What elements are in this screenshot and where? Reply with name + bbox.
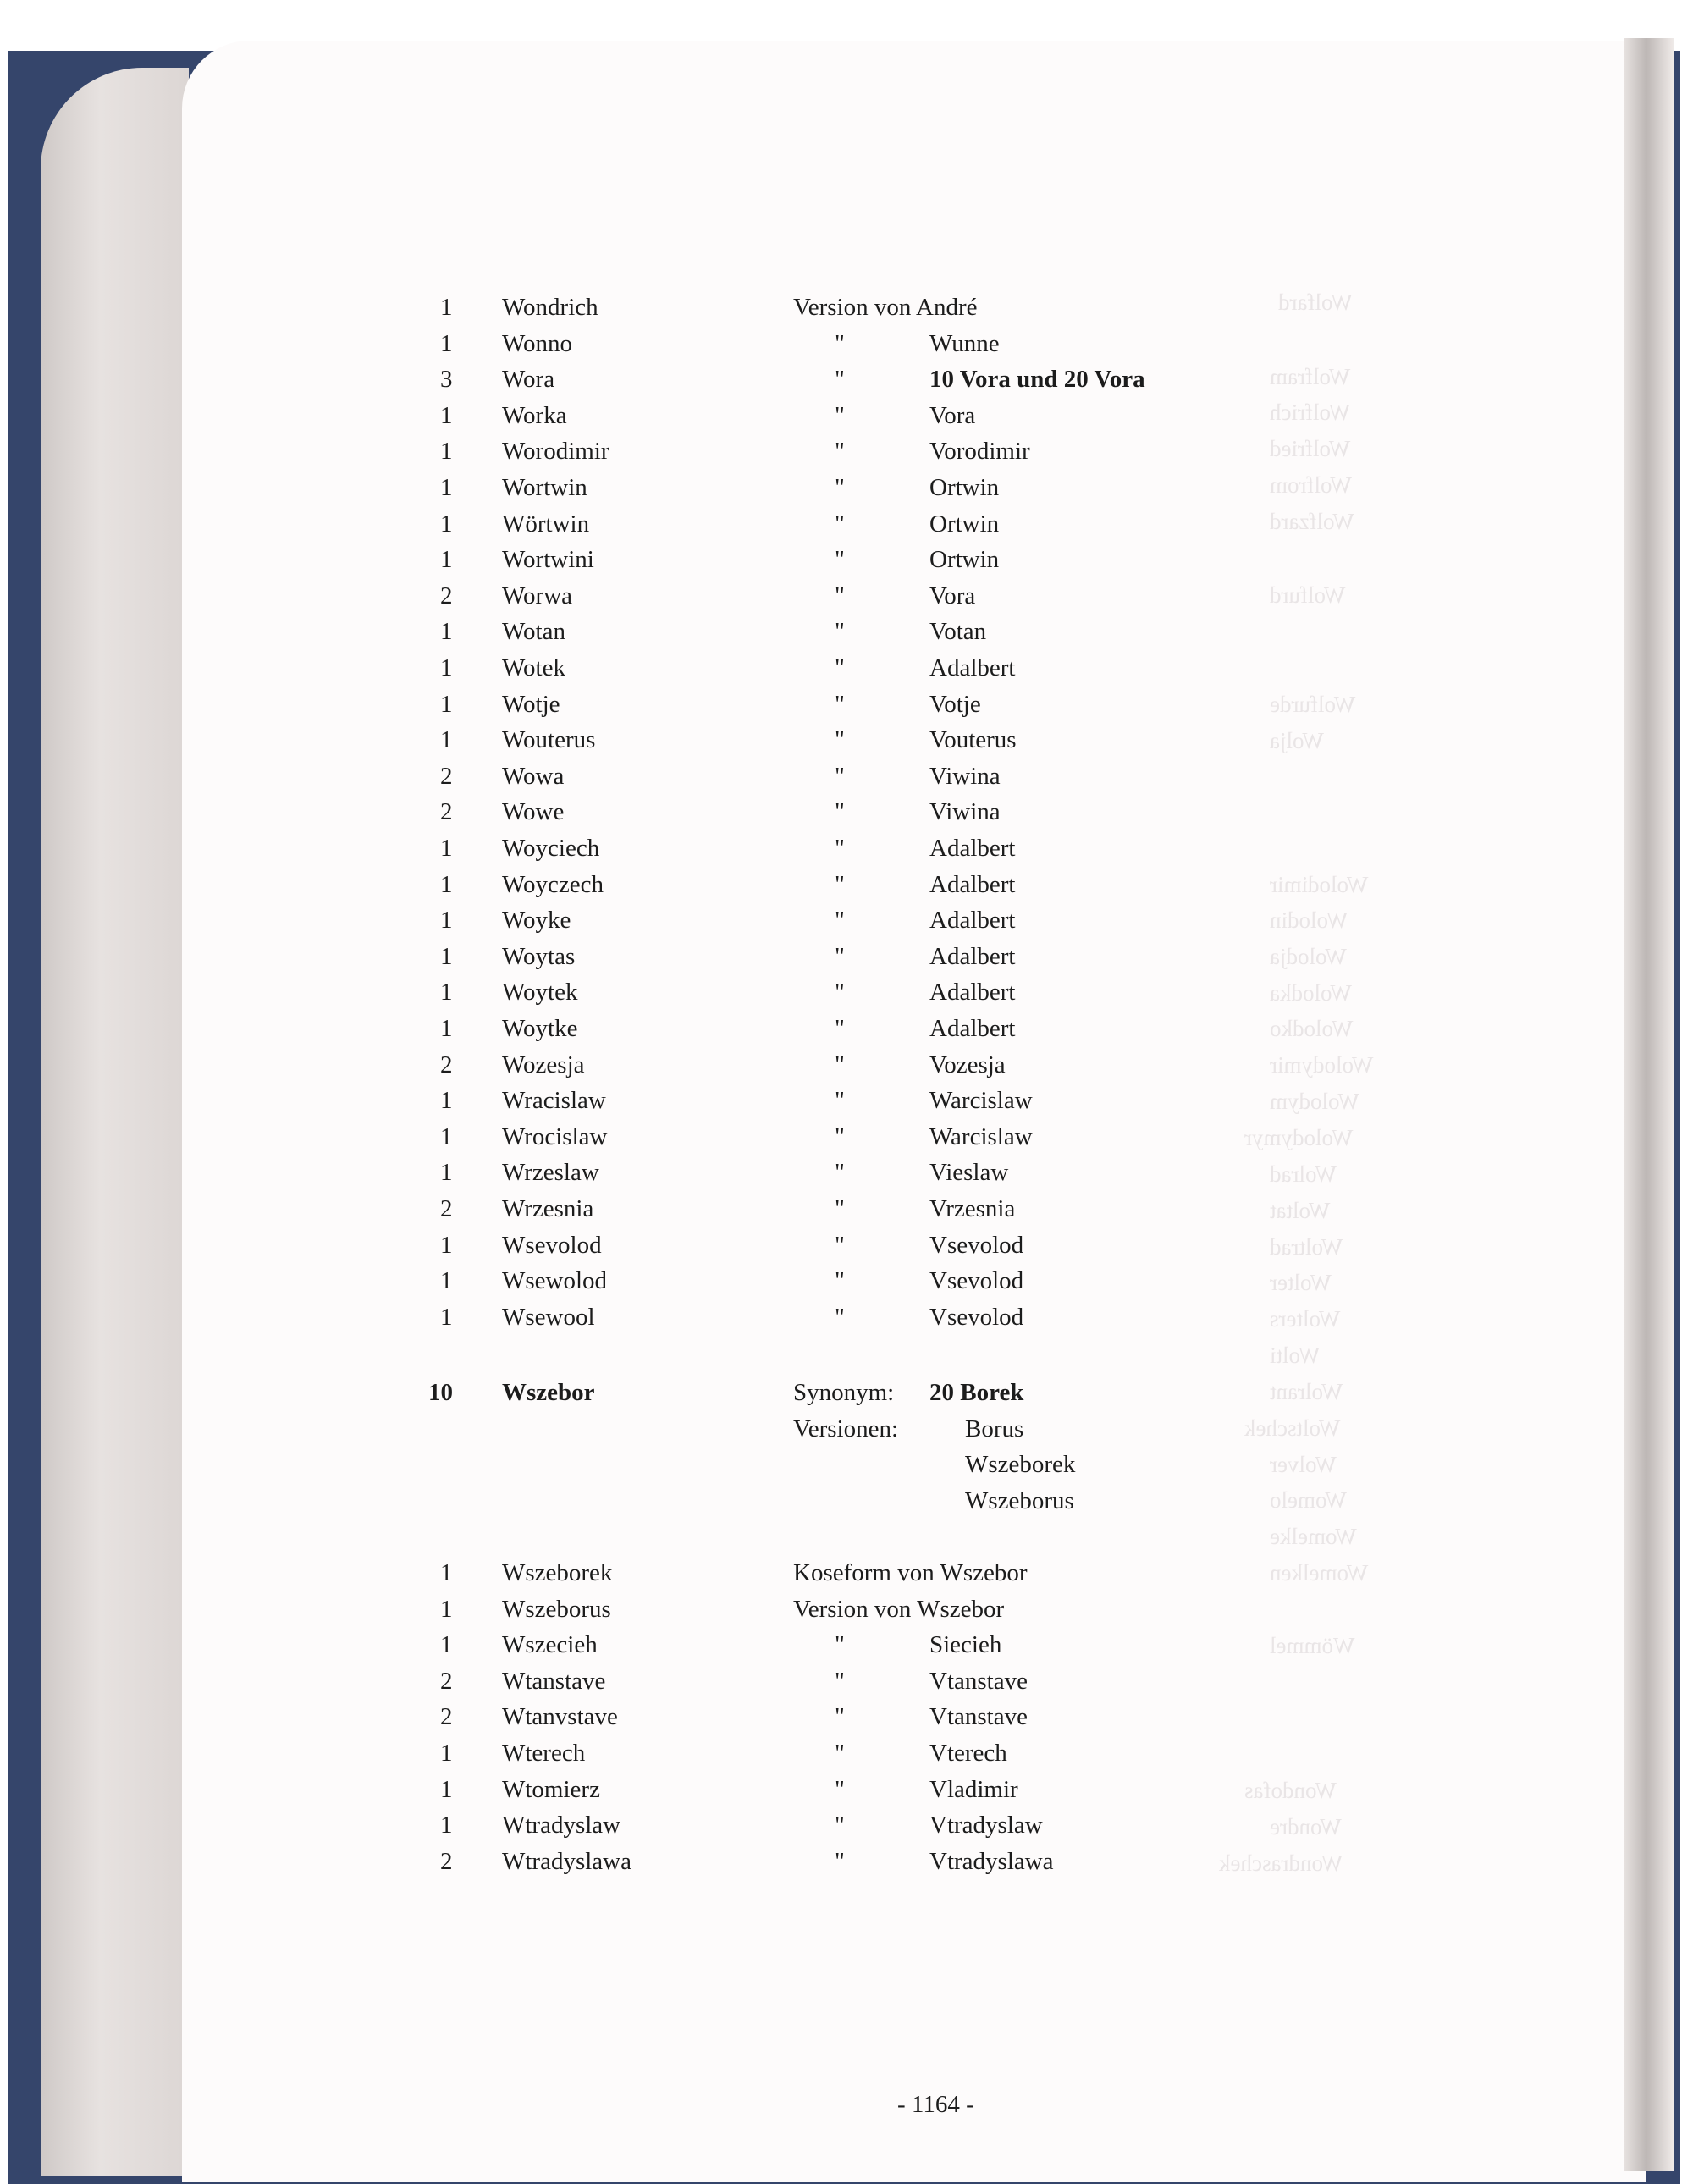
entry-name: Wtradyslaw — [502, 1812, 621, 1839]
list-item — [0, 326, 1693, 361]
ghost-text: Wolrad — [1270, 1161, 1337, 1187]
ditto-mark: " — [835, 1667, 845, 1695]
entry-reference: Vozesja — [929, 1051, 1006, 1078]
ditto-mark: " — [835, 762, 845, 790]
list-item — [0, 1011, 1693, 1046]
entry-name: Wortwini — [502, 546, 594, 574]
ghost-text: Woltat — [1270, 1198, 1331, 1223]
list-item — [0, 1119, 1693, 1155]
entry-count: 2 — [440, 798, 453, 826]
entry-reference: 10 Vora und 20 Vora — [929, 366, 1145, 394]
ghost-text: Wolfzard — [1270, 509, 1354, 534]
ditto-mark: " — [835, 726, 845, 754]
ghost-text: Wolfrich — [1270, 400, 1351, 425]
ditto-mark: " — [835, 1231, 845, 1259]
synonym-label: Synonym: — [793, 1379, 895, 1406]
entry-count: 1 — [440, 546, 453, 574]
ghost-text: Wolfurd — [1270, 582, 1346, 608]
ghost-text: Wolodymyr — [1244, 1125, 1354, 1150]
entry-count: 1 — [440, 1267, 453, 1295]
list-item — [0, 1083, 1693, 1118]
ghost-text: Woltrad — [1270, 1234, 1343, 1260]
list-item — [0, 506, 1693, 542]
entry-reference: Vtanstave — [929, 1703, 1028, 1731]
list-item — [0, 722, 1693, 758]
ditto-mark: " — [835, 942, 845, 970]
ditto-mark: " — [835, 1051, 845, 1078]
entry-reference: Vtanstave — [929, 1667, 1028, 1695]
ghost-text: Wolver — [1270, 1452, 1337, 1477]
entry-name: Worodimir — [502, 438, 609, 466]
entry-reference: Adalbert — [929, 942, 1016, 970]
entry-name: Woyciech — [502, 835, 600, 862]
entry-reference: Warcislaw — [929, 1122, 1033, 1150]
entry-count: 1 — [440, 979, 453, 1007]
versions-row — [0, 1483, 1693, 1519]
entry-reference: Version von André — [793, 294, 978, 321]
entry-name: Wtradyslawa — [502, 1847, 631, 1875]
list-item — [0, 1591, 1693, 1627]
entry-count: 1 — [440, 1812, 453, 1839]
list-item — [0, 1807, 1693, 1843]
entry-name: Wszebor — [502, 1379, 595, 1406]
entry-name: Worwa — [502, 582, 573, 609]
entry-name: Wsevolod — [502, 1231, 602, 1259]
ditto-mark: " — [835, 582, 845, 609]
ditto-mark: " — [835, 329, 845, 357]
entry-count: 1 — [440, 1595, 453, 1623]
version-value: Borus — [965, 1415, 1024, 1442]
ghost-text: Wolti — [1270, 1343, 1321, 1368]
entry-count: 1 — [440, 654, 453, 681]
entry-count: 1 — [440, 1740, 453, 1767]
list-item — [0, 687, 1693, 722]
ditto-mark: " — [835, 654, 845, 681]
list-item — [0, 614, 1693, 649]
list-item — [0, 578, 1693, 614]
entry-reference: Viwina — [929, 798, 1001, 826]
entry-count: 2 — [440, 762, 453, 790]
ghost-text: Wondofas — [1244, 1778, 1337, 1803]
entry-count: 1 — [440, 329, 453, 357]
ghost-text: Womelken — [1270, 1560, 1369, 1586]
entry-count: 2 — [440, 1051, 453, 1078]
ditto-mark: " — [835, 366, 845, 394]
entry-name: Wterech — [502, 1740, 586, 1767]
version-value: Wszeborek — [965, 1451, 1076, 1479]
ditto-mark: " — [835, 798, 845, 826]
entry-name: Woytek — [502, 979, 578, 1007]
entry-count: 1 — [440, 1775, 453, 1803]
ditto-mark: " — [835, 979, 845, 1007]
list-item — [0, 794, 1693, 830]
ghost-text: Wolodka — [1270, 980, 1352, 1006]
entry-name: Wowe — [502, 798, 565, 826]
entry-reference: Version von Wszebor — [793, 1595, 1005, 1623]
entry-count: 1 — [440, 726, 453, 754]
entry-reference: Vladimir — [929, 1775, 1018, 1803]
entry-name: Wozesja — [502, 1051, 585, 1078]
list-item — [0, 1772, 1693, 1807]
ditto-mark: " — [835, 907, 845, 935]
ditto-mark: " — [835, 1303, 845, 1331]
ditto-mark: " — [835, 1775, 845, 1803]
list-item — [0, 974, 1693, 1010]
entry-reference: Vora — [929, 582, 976, 609]
entry-count: 1 — [440, 1231, 453, 1259]
entry-reference: Vsevolod — [929, 1303, 1024, 1331]
list-item — [0, 398, 1693, 433]
versions-row — [0, 1447, 1693, 1482]
entry-name: Wouterus — [502, 726, 596, 754]
entry-count: 1 — [440, 294, 453, 321]
entry-count: 1 — [440, 690, 453, 718]
list-item — [0, 1263, 1693, 1299]
entry-count: 1 — [440, 907, 453, 935]
entry-count: 1 — [440, 438, 453, 466]
ghost-text: Womelo — [1270, 1487, 1347, 1513]
entry-count: 1 — [440, 835, 453, 862]
list-item — [0, 1844, 1693, 1879]
ditto-mark: " — [835, 1847, 845, 1875]
entry-count: 2 — [440, 1847, 453, 1875]
entry-reference: Vtradyslawa — [929, 1847, 1054, 1875]
entry-name: Wszecieh — [502, 1631, 598, 1659]
entry-reference: Koseform von Wszebor — [793, 1559, 1028, 1586]
entry-reference: Vieslaw — [929, 1159, 1009, 1187]
versions-label: Versionen: — [793, 1415, 899, 1442]
ditto-mark: " — [835, 618, 845, 646]
entry-reference: Ortwin — [929, 546, 1000, 574]
entry-name: Woytke — [502, 1015, 578, 1042]
entry-name: Woyczech — [502, 870, 604, 898]
list-item — [0, 867, 1693, 902]
entry-count: 1 — [440, 942, 453, 970]
list-item — [0, 758, 1693, 794]
entry-count: 1 — [440, 474, 453, 501]
list-item — [0, 1627, 1693, 1663]
entry-reference: Votje — [929, 690, 981, 718]
entry-count: 2 — [440, 1703, 453, 1731]
list-item — [0, 650, 1693, 686]
entry-reference: Vorodimir — [929, 438, 1030, 466]
ditto-mark: " — [835, 690, 845, 718]
entry-reference: Adalbert — [929, 979, 1016, 1007]
entry-reference: Adalbert — [929, 870, 1016, 898]
entry-name: Wotje — [502, 690, 560, 718]
entry-count: 1 — [440, 1087, 453, 1115]
versions-row — [0, 1411, 1693, 1447]
ghost-text: Wolters — [1270, 1306, 1341, 1332]
list-item — [0, 830, 1693, 866]
list-item — [0, 361, 1693, 397]
ditto-mark: " — [835, 1703, 845, 1731]
entry-name: Wondrich — [502, 294, 598, 321]
entry-count: 3 — [440, 366, 453, 394]
entry-count: 1 — [440, 1559, 453, 1586]
entry-reference: Vsevolod — [929, 1267, 1024, 1295]
entry-name: Wtanvstave — [502, 1703, 618, 1731]
entry-name: Wora — [502, 366, 555, 394]
entry-reference: Vrzesnia — [929, 1195, 1016, 1222]
entry-reference: Vora — [929, 401, 976, 429]
ditto-mark: " — [835, 1740, 845, 1767]
ditto-mark: " — [835, 1267, 845, 1295]
entry-count: 10 — [428, 1379, 453, 1406]
entry-reference: Wunne — [929, 329, 1000, 357]
entry-count: 2 — [440, 1195, 453, 1222]
entry-count: 1 — [440, 510, 453, 538]
entry-reference: Ortwin — [929, 510, 1000, 538]
entry-count: 1 — [440, 1159, 453, 1187]
entry-name: Wszeborek — [502, 1559, 613, 1586]
entry-reference: Vouterus — [929, 726, 1017, 754]
ghost-text: Wolja — [1270, 728, 1324, 753]
entry-name: Wsewool — [502, 1303, 595, 1331]
ghost-text: Wolfard — [1278, 290, 1353, 315]
ghost-text: Wolodymir — [1270, 1052, 1374, 1078]
list-item — [0, 1663, 1693, 1699]
entry-reference: Adalbert — [929, 907, 1016, 935]
ghost-text: Wolfried — [1270, 436, 1351, 461]
list-item — [0, 1555, 1693, 1591]
entry-reference: Adalbert — [929, 1015, 1016, 1042]
entry-reference: Vtradyslaw — [929, 1812, 1043, 1839]
entry-reference: Ortwin — [929, 474, 1000, 501]
ditto-mark: " — [835, 546, 845, 574]
entry-reference: Vterech — [929, 1740, 1007, 1767]
entry-name: Woytas — [502, 942, 576, 970]
list-item — [0, 1191, 1693, 1227]
list-item — [0, 433, 1693, 469]
entry-name: Wtanstave — [502, 1667, 606, 1695]
ghost-text: Wolodko — [1270, 1016, 1354, 1041]
list-item — [0, 1155, 1693, 1190]
ghost-text: Womelke — [1270, 1524, 1357, 1549]
entry-name: Wortwin — [502, 474, 587, 501]
entry-count: 1 — [440, 618, 453, 646]
entry-name: Wracislaw — [502, 1087, 606, 1115]
ghost-text: Wolodimir — [1270, 872, 1369, 897]
entry-name: Woyke — [502, 907, 571, 935]
list-item — [0, 939, 1693, 974]
entry-name: Worka — [502, 401, 567, 429]
entry-name: Wsewolod — [502, 1267, 608, 1295]
entry-name: Wörtwin — [502, 510, 590, 538]
ditto-mark: " — [835, 1812, 845, 1839]
entry-name: Wrzeslaw — [502, 1159, 599, 1187]
entry-count: 1 — [440, 870, 453, 898]
ditto-mark: " — [835, 1122, 845, 1150]
ditto-mark: " — [835, 401, 845, 429]
list-item — [0, 470, 1693, 505]
synonym-value: 20 Borek — [929, 1379, 1024, 1406]
entry-name: Wtomierz — [502, 1775, 600, 1803]
ghost-text: Wolter — [1270, 1270, 1332, 1295]
list-item — [0, 1699, 1693, 1735]
entry-reference: Votan — [929, 618, 987, 646]
version-value: Wszeborus — [965, 1486, 1074, 1514]
main-entry — [0, 1375, 1693, 1410]
ghost-text: Wolrant — [1270, 1379, 1343, 1404]
ditto-mark: " — [835, 835, 845, 862]
entry-name: Wrocislaw — [502, 1122, 608, 1150]
list-item — [0, 290, 1693, 325]
list-item — [0, 542, 1693, 577]
entry-name: Wotan — [502, 618, 565, 646]
entry-name: Wonno — [502, 329, 573, 357]
ghost-text: Wolodym — [1270, 1089, 1359, 1114]
entry-name: Wotek — [502, 654, 565, 681]
list-item — [0, 1299, 1693, 1335]
ghost-text: Wolfrom — [1270, 472, 1352, 498]
entry-reference: Vsevolod — [929, 1231, 1024, 1259]
entry-reference: Siecieh — [929, 1631, 1002, 1659]
list-item — [0, 1735, 1693, 1771]
ghost-text: Wondre — [1270, 1814, 1342, 1839]
ditto-mark: " — [835, 1087, 845, 1115]
entry-name: Wowa — [502, 762, 565, 790]
entry-reference: Viwina — [929, 762, 1001, 790]
entry-count: 2 — [440, 582, 453, 609]
ditto-mark: " — [835, 510, 845, 538]
ditto-mark: " — [835, 438, 845, 466]
entry-name: Wszeborus — [502, 1595, 611, 1623]
ditto-mark: " — [835, 1195, 845, 1222]
ghost-text: Wolfurde — [1270, 692, 1356, 717]
ghost-text: Wolodin — [1270, 907, 1348, 933]
page-number: - 1164 - — [897, 2091, 974, 2118]
ditto-mark: " — [835, 1015, 845, 1042]
ghost-text: Wolfram — [1270, 364, 1351, 389]
ditto-mark: " — [835, 474, 845, 501]
entry-count: 1 — [440, 1015, 453, 1042]
entry-reference: Adalbert — [929, 835, 1016, 862]
ghost-text: Woltschek — [1244, 1415, 1341, 1441]
entry-count: 1 — [440, 1303, 453, 1331]
entry-reference: Warcislaw — [929, 1087, 1033, 1115]
entry-count: 1 — [440, 1122, 453, 1150]
entry-count: 1 — [440, 1631, 453, 1659]
list-item — [0, 1227, 1693, 1263]
list-item — [0, 1047, 1693, 1083]
ghost-text: Wondraschek — [1219, 1850, 1343, 1876]
entry-count: 1 — [440, 401, 453, 429]
list-item — [0, 902, 1693, 938]
ditto-mark: " — [835, 870, 845, 898]
ditto-mark: " — [835, 1159, 845, 1187]
ditto-mark: " — [835, 1631, 845, 1659]
ghost-text: Wolodja — [1270, 944, 1347, 969]
ghost-text: Wömmel — [1270, 1633, 1355, 1658]
entry-name: Wrzesnia — [502, 1195, 594, 1222]
entry-count: 2 — [440, 1667, 453, 1695]
entry-reference: Adalbert — [929, 654, 1016, 681]
